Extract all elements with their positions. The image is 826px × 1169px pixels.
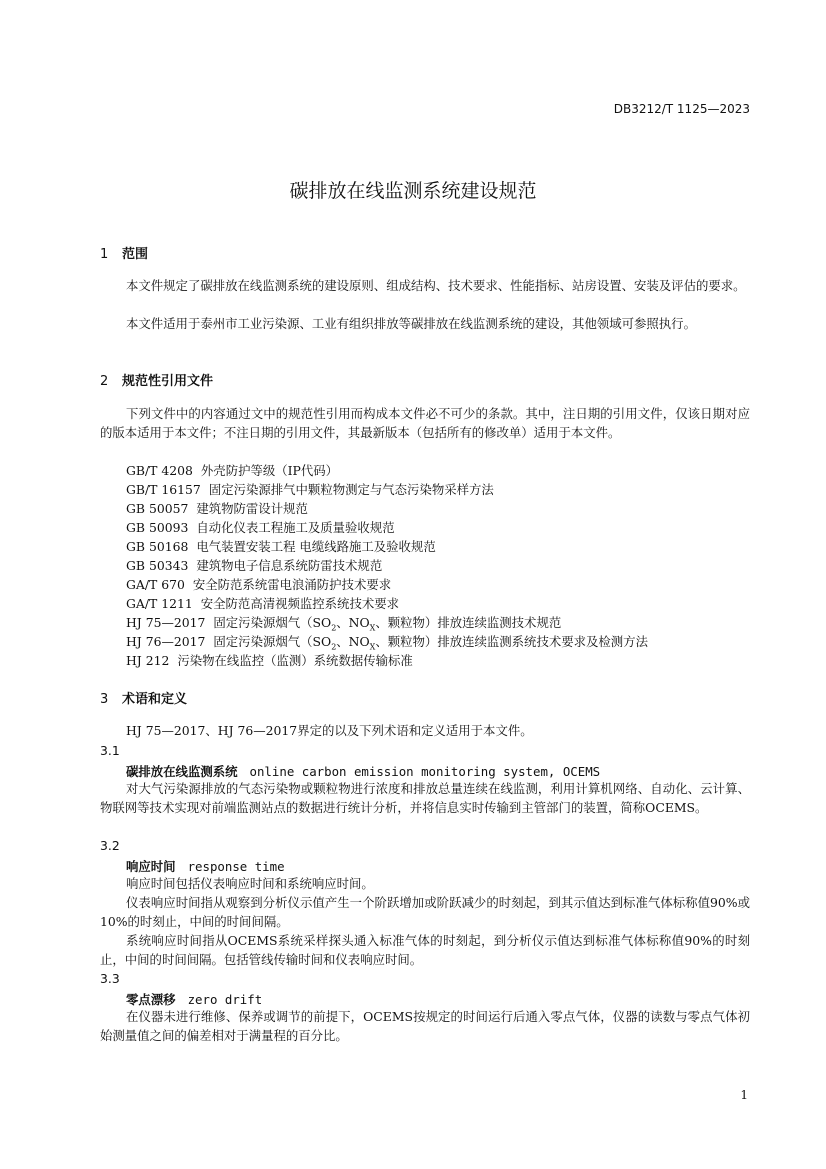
- term-heading: [126, 762, 600, 780]
- term-number: 3.1: [100, 743, 120, 758]
- term-chinese: 零点漂移: [126, 992, 176, 1007]
- term-definition: 系统响应时间指从OCEMS系统采样探头通入标准气体的时刻起，到分析仪示值达到标准气体标称值90%的时刻止，中间的时间间隔。包括管线传输时间和仪表响应时间。: [100, 933, 750, 967]
- reference-code: GB 50093: [126, 520, 189, 535]
- section-number: 1: [100, 247, 109, 262]
- section-number: 3: [100, 692, 109, 707]
- reference-title-part: 固定污染源烟气（SO: [213, 634, 332, 649]
- document-code: DB3212/T 1125—2023: [613, 102, 750, 116]
- document-title: 碳排放在线监测系统建设规范: [289, 180, 537, 202]
- reference-item: [126, 556, 382, 575]
- reference-code: GB/T 4208: [126, 463, 193, 478]
- term-heading: [126, 857, 285, 875]
- term-english: zero drift: [187, 992, 263, 1007]
- reference-code: HJ 76—2017: [126, 634, 206, 649]
- section-3-heading: [100, 688, 187, 707]
- reference-title-part: 、NO: [336, 615, 370, 630]
- section-1-paragraph-1: 本文件规定了碳排放在线监测系统的建设原则、组成结构、技术要求、性能指标、站房设置、安装及评估的要求。: [126, 278, 746, 293]
- term-definition: 仪表响应时间指从观察到分析仪示值产生一个阶跃增加或阶跃减少的时刻起，到其示值达到标准气体标称值90%或10%的时刻止，中间的时间间隔。: [100, 895, 750, 929]
- reference-item: [126, 461, 338, 480]
- reference-title: 外壳防护等级（IP代码）: [200, 463, 339, 478]
- term-heading: [126, 990, 262, 1008]
- reference-title-part: 、NO: [336, 634, 370, 649]
- subscript: X: [369, 623, 376, 633]
- reference-code: HJ 75—2017: [126, 615, 206, 630]
- section-1-paragraph-2: 本文件适用于泰州市工业污染源、工业有组织排放等碳排放在线监测系统的建设，其他领域可参照执行。: [126, 316, 696, 331]
- reference-title: 安全防范高清视频监控系统技术要求: [200, 596, 400, 611]
- subscript: X: [369, 642, 376, 652]
- page-number: 1: [740, 1088, 748, 1102]
- subscript: 2: [331, 623, 337, 633]
- reference-item: [126, 480, 494, 499]
- section-title: 术语和定义: [122, 692, 188, 707]
- reference-code: HJ 212: [126, 653, 170, 668]
- term-number: 3.3: [100, 971, 120, 986]
- reference-item: [126, 499, 308, 518]
- term-definition: 响应时间包括仪表响应时间和系统响应时间。: [126, 876, 374, 891]
- reference-item: [126, 594, 399, 613]
- term-definition: 在仪器未进行维修、保养或调节的前提下，OCEMS按规定的时间运行后通入零点气体，仪器的读数与零点气体初始测量值之间的偏差相对于满量程的百分比。: [100, 1009, 750, 1043]
- term-number: 3.2: [100, 838, 120, 853]
- reference-title: 电气装置安装工程 电缆线路施工及验收规范: [196, 539, 436, 554]
- reference-title: [213, 634, 648, 652]
- reference-code: GB/T 16157: [126, 482, 201, 497]
- reference-title: 固定污染源排气中颗粒物测定与气态污染物采样方法: [208, 482, 494, 497]
- reference-title: 自动化仪表工程施工及质量验收规范: [196, 520, 395, 535]
- term-chinese: 碳排放在线监测系统: [126, 764, 238, 779]
- reference-code: GB 50343: [126, 558, 189, 573]
- reference-code: GB 50057: [126, 501, 189, 516]
- reference-item: [126, 518, 395, 537]
- reference-title-part: 、颗粒物）排放连续监测技术规范: [375, 615, 562, 630]
- section-number: 2: [100, 374, 109, 389]
- reference-code: GA/T 1211: [126, 596, 193, 611]
- section-2-heading: [100, 370, 213, 389]
- reference-item: [126, 575, 391, 594]
- section-title: 规范性引用文件: [122, 374, 214, 389]
- reference-item: [126, 537, 436, 556]
- reference-code: GA/T 670: [126, 577, 185, 592]
- reference-title: 污染物在线监控（监测）系统数据传输标准: [177, 653, 413, 668]
- reference-title-part: 、颗粒物）排放连续监测系统技术要求及检测方法: [375, 634, 648, 649]
- reference-title: [213, 615, 562, 633]
- reference-item: [126, 651, 413, 670]
- section-title: 范围: [122, 247, 149, 262]
- term-english: online carbon emission monitoring system, OCEMS: [249, 764, 601, 779]
- section-1-heading: [100, 243, 148, 262]
- reference-title-part: 固定污染源烟气（SO: [213, 615, 332, 630]
- subscript: 2: [331, 642, 337, 652]
- section-3-intro: HJ 75—2017、HJ 76—2017界定的以及下列术语和定义适用于本文件。: [126, 723, 533, 738]
- term-english: response time: [187, 859, 285, 874]
- reference-title: 建筑物电子信息系统防雷技术规范: [196, 558, 383, 573]
- reference-title: 安全防范系统雷电浪涌防护技术要求: [192, 577, 392, 592]
- term-chinese: 响应时间: [126, 859, 176, 874]
- section-2-intro: 下列文件中的内容通过文中的规范性引用而构成本文件必不可少的条款。其中，注日期的引用文件，仅该日期对应的版本适用于本文件；不注日期的引用文件，其最新版本（包括所有的修改单）适用于本文件。: [100, 406, 750, 440]
- reference-code: GB 50168: [126, 539, 189, 554]
- term-definition: 对大气污染源排放的气态污染物或颗粒物进行浓度和排放总量连续在线监测，利用计算机网络、自动化、云计算、物联网等技术实现对前端监测站点的数据进行统计分析，并将信息实时传输到主管部门的装置，简称OCEMS。: [100, 781, 750, 815]
- reference-title: 建筑物防雷设计规范: [196, 501, 308, 516]
